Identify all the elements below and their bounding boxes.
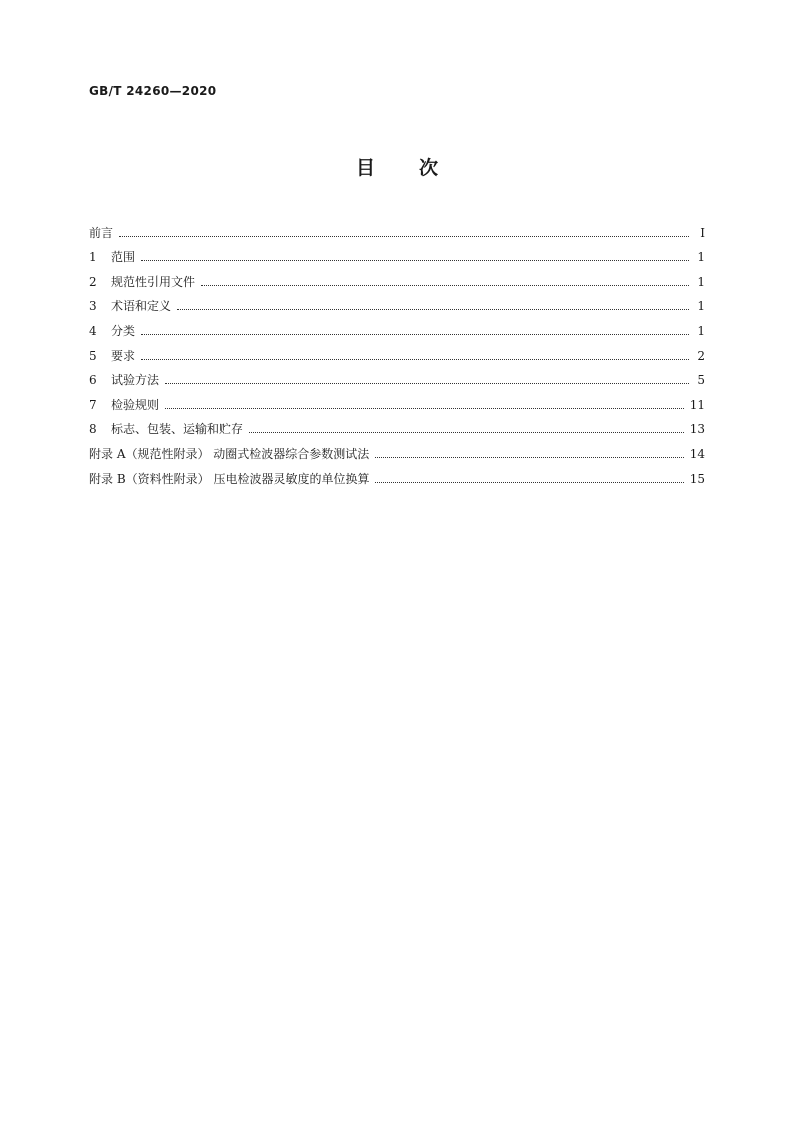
- dot-leader: [119, 235, 689, 237]
- toc-entry-number: 6: [89, 373, 97, 388]
- toc-page-number: 1: [697, 323, 705, 338]
- toc-page-number: 15: [689, 471, 705, 486]
- toc-entry-title: 附录 A（规范性附录） 动圈式检波器综合参数测试法: [89, 446, 370, 461]
- toc-entry-number: 3: [89, 299, 97, 314]
- toc-page-number: 5: [697, 373, 705, 388]
- toc-page-number: 11: [689, 397, 705, 412]
- toc-entry-number: 1: [89, 250, 97, 265]
- toc-entry-label: [89, 446, 369, 462]
- dot-leader: [165, 407, 684, 409]
- dot-leader: [201, 284, 689, 286]
- toc-entry-requirements[interactable]: [89, 339, 705, 364]
- dot-leader: [141, 259, 689, 261]
- toc-page-number: 1: [697, 274, 705, 289]
- standard-code: GB/T 24260—2020: [89, 84, 217, 98]
- table-of-contents: [89, 216, 705, 487]
- toc-entry-label: [89, 397, 159, 413]
- toc-entry-label: [89, 348, 135, 364]
- toc-entry-label: [89, 298, 171, 314]
- toc-page-number: 2: [697, 348, 705, 363]
- toc-entry-label: [89, 323, 135, 339]
- page-title: [0, 153, 794, 180]
- toc-entry-terms[interactable]: [89, 290, 705, 315]
- toc-entry-normative-references[interactable]: [89, 265, 705, 290]
- dot-leader: [177, 308, 689, 310]
- toc-entry-test-methods[interactable]: [89, 364, 705, 389]
- toc-entry-number: 8: [89, 422, 97, 437]
- toc-entry-title: 附录 B（资料性附录） 压电检波器灵敏度的单位换算: [89, 471, 370, 486]
- toc-entry-title: 要求: [111, 348, 136, 363]
- toc-entry-title: 试验方法: [111, 373, 160, 388]
- toc-entry-title: 规范性引用文件: [111, 274, 196, 289]
- toc-entry-title: 前言: [89, 225, 114, 240]
- toc-entry-label: [89, 471, 369, 487]
- title-char-1: 目: [355, 157, 375, 179]
- dot-leader: [249, 431, 684, 433]
- toc-entry-title: 检验规则: [111, 397, 160, 412]
- toc-entry-scope[interactable]: [89, 241, 705, 266]
- toc-entry-label: [89, 225, 113, 241]
- toc-entry-label: [89, 274, 195, 290]
- toc-entry-marking-packaging[interactable]: [89, 413, 705, 438]
- dot-leader: [165, 382, 689, 384]
- toc-entry-number: 7: [89, 397, 97, 412]
- toc-entry-annex-b[interactable]: [89, 462, 705, 487]
- toc-entry-label: [89, 421, 243, 437]
- dot-leader: [141, 358, 689, 360]
- dot-leader: [141, 333, 689, 335]
- title-char-2: 次: [419, 157, 439, 179]
- toc-entry-label: [89, 372, 159, 388]
- toc-entry-classification[interactable]: [89, 314, 705, 339]
- toc-page-number: 13: [689, 422, 705, 437]
- toc-page-number: 14: [689, 446, 705, 461]
- toc-entry-number: 2: [89, 274, 97, 289]
- toc-page-number: Ⅰ: [700, 225, 705, 240]
- toc-entry-foreword[interactable]: [89, 216, 705, 241]
- toc-entry-number: 4: [89, 323, 97, 338]
- toc-page-number: 1: [697, 250, 705, 265]
- toc-page-number: 1: [697, 299, 705, 314]
- dot-leader: [375, 456, 683, 458]
- dot-leader: [375, 481, 683, 483]
- toc-entry-title: 标志、包装、运输和贮存: [111, 422, 244, 437]
- toc-entry-title: 范围: [111, 250, 136, 265]
- toc-entry-label: [89, 249, 135, 265]
- toc-entry-annex-a[interactable]: [89, 437, 705, 462]
- toc-entry-number: 5: [89, 348, 97, 363]
- toc-entry-title: 分类: [111, 323, 136, 338]
- toc-entry-inspection-rules[interactable]: [89, 388, 705, 413]
- toc-entry-title: 术语和定义: [111, 299, 172, 314]
